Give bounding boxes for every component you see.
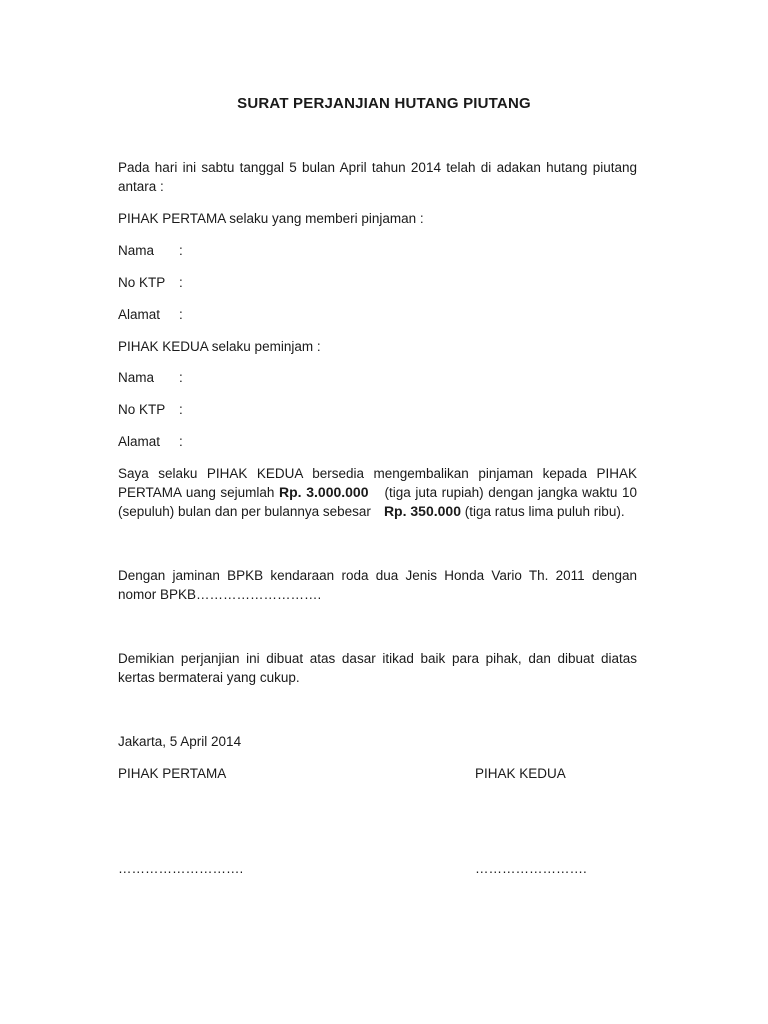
loan-amount: Rp. 3.000.000	[278, 484, 369, 500]
statement-paragraph	[118, 464, 637, 521]
field-colon: :	[179, 307, 183, 322]
field-label: Nama	[118, 243, 155, 258]
field-label: Alamat	[118, 434, 161, 449]
intro-paragraph: Pada hari ini sabtu tanggal 5 bulan April tahun 2014 telah di adakan hutang piutang antara :	[118, 160, 637, 194]
signature-right-line: …………………….	[475, 861, 587, 876]
collateral-paragraph: Dengan jaminan BPKB kendaraan roda dua Jenis Honda Vario Th. 2011 dengan nomor BPKB……………………….	[118, 568, 637, 602]
field-label: No KTP	[118, 275, 166, 290]
closing-paragraph: Demikian perjanjian ini dibuat atas dasar itikad baik para pihak, dan dibuat diatas kertas bermaterai yang cukup.	[118, 651, 637, 685]
monthly-amount: Rp. 350.000	[383, 503, 461, 519]
pihak-kedua-heading: PIHAK KEDUA selaku peminjam :	[118, 339, 321, 354]
pihak-pertama-alamat-field	[118, 305, 183, 324]
pihak-pertama-heading: PIHAK PERTAMA selaku yang memberi pinjaman :	[118, 211, 424, 226]
document-title: SURAT PERJANJIAN HUTANG PIUTANG	[237, 95, 531, 112]
statement-text-2: (tiga juta rupiah) dengan jangka waktu 10 (sepuluh) bulan dan per bulannya sebesar	[118, 485, 637, 519]
signature-left-line: ……………………….	[118, 861, 244, 876]
field-colon: :	[179, 402, 183, 417]
field-colon: :	[179, 243, 183, 258]
field-colon: :	[179, 370, 183, 385]
field-label: Nama	[118, 370, 155, 385]
field-label: Alamat	[118, 307, 161, 322]
pihak-pertama-ktp-field	[118, 273, 183, 292]
pihak-kedua-alamat-field	[118, 432, 183, 451]
place-date: Jakarta, 5 April 2014	[118, 734, 242, 749]
signature-left-label: PIHAK PERTAMA	[118, 766, 227, 781]
signature-right-label: PIHAK KEDUA	[475, 766, 566, 781]
pihak-kedua-ktp-field	[118, 400, 183, 419]
statement-text-3: (tiga ratus lima puluh ribu).	[461, 504, 625, 519]
statement-text-1: Saya selaku PIHAK KEDUA bersedia mengembalikan pinjaman kepada PIHAK PERTAMA uang sejumlah	[118, 466, 637, 500]
field-colon: :	[179, 275, 183, 290]
pihak-pertama-nama-field	[118, 241, 183, 260]
field-label: No KTP	[118, 402, 166, 417]
field-colon: :	[179, 434, 183, 449]
pihak-kedua-nama-field	[118, 368, 183, 387]
